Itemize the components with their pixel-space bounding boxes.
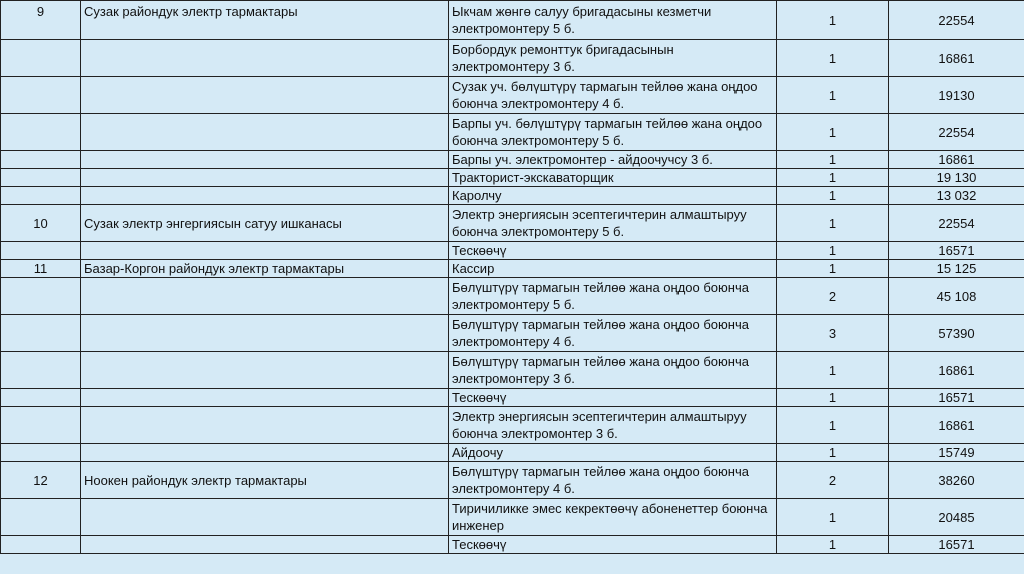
organization-name [81,499,449,536]
quantity: 1 [777,536,889,554]
table-row [1,389,1024,407]
position-name: Кассир [449,260,777,278]
position-name: Тескөөчү [449,389,777,407]
quantity: 1 [777,444,889,462]
position-name: Электр энергиясын эсептегичтерин алмаштыруу боюнча электромонтеру 5 б. [449,205,777,242]
salary: 16571 [889,389,1024,407]
position-name: Бөлүштүрү тармагын тейлөө жана оңдоо боюнча электромонтеру 5 б. [449,278,777,315]
row-number [1,315,81,352]
position-name: Бөлүштүрү тармагын тейлөө жана оңдоо боюнча электромонтеру 4 б. [449,315,777,352]
table-row [1,1,1024,40]
row-number [1,242,81,260]
position-name: Барпы уч. бөлүштүрү тармагын тейлөө жана оңдоо боюнча электромонтеру 5 б. [449,114,777,151]
position-name: Бөлүштүрү тармагын тейлөө жана оңдоо боюнча электромонтеру 3 б. [449,352,777,389]
salary: 45 108 [889,278,1024,315]
row-number [1,536,81,554]
organization-name [81,169,449,187]
position-name: Тескөөчү [449,536,777,554]
row-number: 9 [1,1,81,40]
quantity: 1 [777,151,889,169]
salary: 19 130 [889,169,1024,187]
salary: 15 125 [889,260,1024,278]
quantity: 1 [777,260,889,278]
position-name: Айдоочу [449,444,777,462]
position-name: Электр энергиясын эсептегичтерин алмаштыруу боюнча электромонтер 3 б. [449,407,777,444]
salary: 57390 [889,315,1024,352]
quantity: 1 [777,205,889,242]
quantity: 3 [777,315,889,352]
row-number [1,77,81,114]
salary: 16861 [889,352,1024,389]
row-number [1,114,81,151]
quantity: 1 [777,352,889,389]
salary: 22554 [889,114,1024,151]
table-row [1,536,1024,554]
salary: 22554 [889,1,1024,40]
row-number [1,169,81,187]
quantity: 2 [777,462,889,499]
quantity: 1 [777,499,889,536]
organization-name [81,77,449,114]
row-number [1,151,81,169]
quantity: 1 [777,169,889,187]
salary: 16861 [889,40,1024,77]
table-row [1,205,1024,242]
organization-name [81,352,449,389]
organization-name [81,407,449,444]
position-name: Тескөөчү [449,242,777,260]
salary: 13 032 [889,187,1024,205]
organization-name: Сузак электр энгергиясын сатуу ишканасы [81,205,449,242]
table-row [1,352,1024,389]
table-row [1,315,1024,352]
row-number [1,407,81,444]
organization-name [81,40,449,77]
salary: 16861 [889,151,1024,169]
quantity: 1 [777,187,889,205]
position-name: Тракторист-экскаваторщик [449,169,777,187]
table-row [1,444,1024,462]
table-row [1,499,1024,536]
organization-name [81,315,449,352]
quantity: 1 [777,1,889,40]
salary: 22554 [889,205,1024,242]
table-row [1,407,1024,444]
organization-name: Сузак райондук электр тармактары [81,1,449,40]
row-number [1,278,81,315]
salary: 19130 [889,77,1024,114]
salary: 15749 [889,444,1024,462]
organization-name: Ноокен райондук электр тармактары [81,462,449,499]
organization-name [81,536,449,554]
organization-name [81,151,449,169]
quantity: 1 [777,40,889,77]
position-name: Ыкчам жөнгө салуу бригадасыны кезметчи электромонтеру 5 б. [449,1,777,40]
organization-name: Базар-Коргон райондук электр тармактары [81,260,449,278]
organization-name [81,242,449,260]
salary: 38260 [889,462,1024,499]
position-name: Каролчу [449,187,777,205]
quantity: 1 [777,77,889,114]
table-row [1,169,1024,187]
table-row [1,260,1024,278]
table-row [1,242,1024,260]
row-number: 12 [1,462,81,499]
row-number: 10 [1,205,81,242]
row-number [1,40,81,77]
salary: 16571 [889,536,1024,554]
organization-name [81,278,449,315]
table-row [1,114,1024,151]
row-number [1,444,81,462]
organization-name [81,114,449,151]
table-row [1,462,1024,499]
row-number [1,389,81,407]
table-row [1,151,1024,169]
table-row [1,40,1024,77]
quantity: 1 [777,242,889,260]
position-name: Тиричиликке эмес кекректөөчү абоненеттер боюнча инженер [449,499,777,536]
table-row [1,187,1024,205]
salary: 16861 [889,407,1024,444]
row-number [1,187,81,205]
quantity: 1 [777,389,889,407]
organization-name [81,389,449,407]
position-name: Сузак уч. бөлүштүрү тармагын тейлөө жана оңдоо боюнча электромонтеру 4 б. [449,77,777,114]
position-name: Бөлүштүрү тармагын тейлөө жана оңдоо боюнча электромонтеру 4 б. [449,462,777,499]
salary: 16571 [889,242,1024,260]
table-row [1,278,1024,315]
quantity: 1 [777,114,889,151]
quantity: 2 [777,278,889,315]
table-row [1,77,1024,114]
position-name: Барпы уч. электромонтер - айдоочучсу 3 б. [449,151,777,169]
position-name: Борбордук ремонттук бригадасынын электромонтеру 3 б. [449,40,777,77]
row-number [1,352,81,389]
row-number [1,499,81,536]
organization-name [81,187,449,205]
quantity: 1 [777,407,889,444]
organization-name [81,444,449,462]
salary: 20485 [889,499,1024,536]
row-number: 11 [1,260,81,278]
